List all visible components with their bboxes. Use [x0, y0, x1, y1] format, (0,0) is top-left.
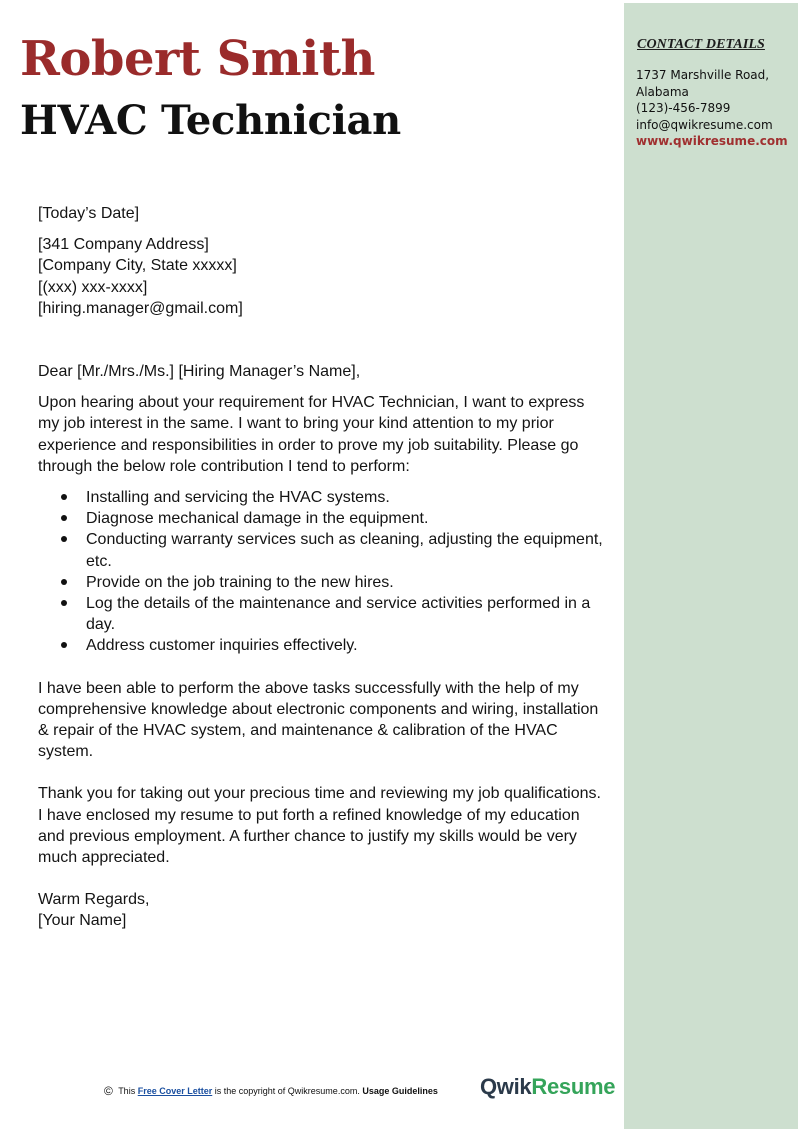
usage-guidelines-link[interactable]: Usage Guidelines: [362, 1086, 438, 1096]
list-item: Address customer inquiries effectively.: [38, 635, 608, 656]
bullet-icon: [61, 600, 67, 606]
letter-date: [Today’s Date]: [38, 205, 140, 222]
contact-phone: (123)-456-7899: [636, 101, 731, 115]
signature: [Your Name]: [38, 912, 127, 930]
contact-details-heading: CONTACT DETAILS: [637, 37, 765, 52]
letter-body: [38, 203, 608, 932]
recipient-phone: [(xxx) xxx-xxxx]: [38, 278, 148, 296]
list-item: Conducting warranty services such as cleaning, adjusting the equipment, etc.: [38, 529, 608, 571]
closing: Warm Regards,: [38, 891, 150, 909]
copyright-footer: [104, 1084, 438, 1098]
qwikresume-logo[interactable]: [480, 1074, 615, 1100]
logo-part-qwik: Qwik: [480, 1074, 532, 1099]
contact-address-line1: 1737 Marshville Road,: [636, 68, 770, 82]
footer-prefix: This: [118, 1086, 136, 1096]
list-item: Log the details of the maintenance and service activities performed in a day.: [38, 593, 608, 635]
copyright-icon: ©: [104, 1084, 113, 1098]
footer-middle: is the copyright of Qwikresume.com.: [214, 1086, 360, 1096]
bullet-icon: [61, 494, 67, 500]
intro-paragraph: Upon hearing about your requirement for HVAC Technician, I want to express my job interest in the same. I want to bring your kind attention to my prior experience and responsibilities in order to prove my job suitability. Please go through the below role contribution I tend to perform:: [38, 394, 585, 475]
bullet-icon: [61, 642, 67, 648]
contact-email[interactable]: info@qwikresume.com: [636, 117, 773, 132]
recipient-city: [Company City, State xxxxx]: [38, 257, 237, 275]
free-cover-letter-link[interactable]: Free Cover Letter: [137, 1086, 213, 1096]
list-item: Installing and servicing the HVAC systems.: [38, 487, 608, 508]
list-item: Provide on the job training to the new hires.: [38, 572, 608, 593]
contact-sidebar: [624, 3, 798, 1129]
bullet-icon: [61, 579, 67, 585]
recipient-email: [hiring.manager@gmail.com]: [38, 299, 243, 317]
list-item: Diagnose mechanical damage in the equipment.: [38, 508, 608, 529]
contact-website-link[interactable]: www.qwikresume.com: [636, 134, 788, 148]
contact-address-line2: Alabama: [636, 84, 689, 99]
logo-part-resume: Resume: [531, 1074, 616, 1099]
recipient-block: [38, 234, 608, 319]
contact-details: [636, 67, 788, 150]
bullet-icon: [61, 515, 67, 521]
job-title: HVAC Technician: [20, 97, 401, 144]
duties-list: [38, 487, 608, 657]
bullet-icon: [61, 536, 67, 542]
applicant-name: Robert Smith: [20, 31, 375, 87]
body-paragraph-3: Thank you for taking out your precious time and reviewing my job qualifications. I have enclosed my resume to put forth a refined knowledge of my education and previous employment. A further chance to justify my skills would be very much appreciated.: [38, 785, 601, 867]
recipient-address: [341 Company Address]: [38, 236, 209, 254]
salutation: Dear [Mr./Mrs./Ms.] [Hiring Manager’s Name],: [38, 363, 361, 381]
body-paragraph-2: I have been able to perform the above tasks successfully with the help of my comprehensive knowledge about electronic components and wiring, installation & repair of the HVAC system, and maintenance & calibration of the HVAC system.: [38, 679, 599, 761]
